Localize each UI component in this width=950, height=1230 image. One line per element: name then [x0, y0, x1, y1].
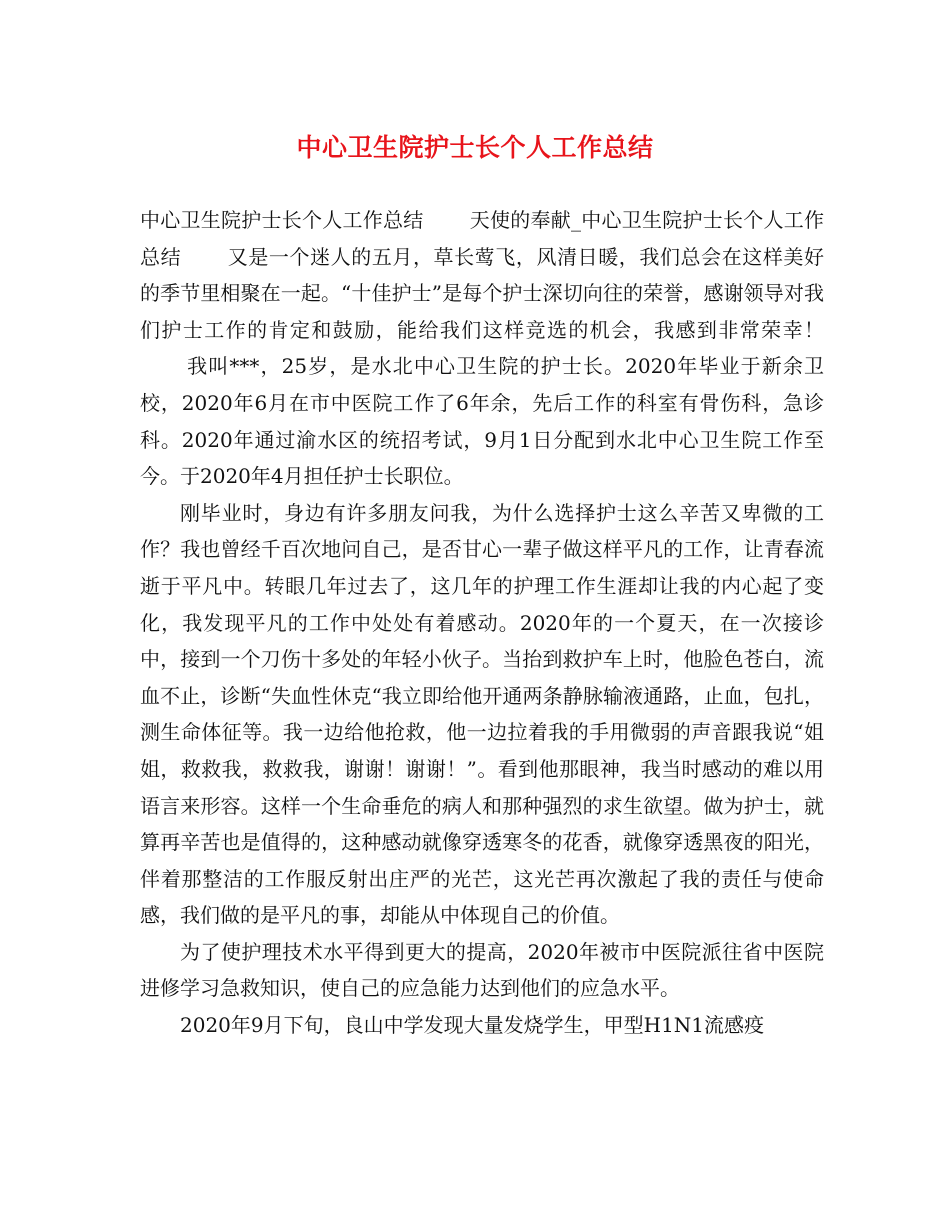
paragraph-1-segment-2: 天使的奉献_中心卫生院护士长个人工作总结 [140, 208, 824, 269]
document-body [140, 202, 824, 1044]
paragraph-1-segment-4: 我叫***，25岁，是水北中心卫生院的护士长。2020年毕业于新余卫校，2020年6月在市中医院工作了6年余，先后工作的科室有骨伤科，急诊科。2020年通过渝水区的统招考试，9月1日分配到水北中心卫生院工作至今。于2020年4月担任护士长职位。 [140, 354, 824, 489]
paragraph-1-segment-1: 中心卫生院护士长个人工作总结 [140, 208, 424, 232]
paragraph-2: 刚毕业时，身边有许多朋友问我，为什么选择护士这么辛苦又卑微的工作？我也曾经千百次地问自己，是否甘心一辈子做这样平凡的工作，让青春流逝于平凡中。转眼几年过去了，这几年的护理工作生涯却让我的内心起了变化，我发现平凡的工作中处处有着感动。2020年的一个夏天，在一次接诊中，接到一个刀伤十多处的年轻小伙子。当抬到救护车上时，他脸色苍白，流血不止，诊断“失血性休克“我立即给他开通两条静脉输液通路，止血，包扎，测生命体征等。我一边给他抢救，他一边拉着我的手用微弱的声音跟我说“姐姐，救救我，救救我，谢谢！谢谢！”。看到他那眼神，我当时感动的难以用语言来形容。这样一个生命垂危的病人和那种强烈的求生欲望。做为护士，就算再辛苦也是值得的，这种感动就像穿透寒冬的花香，就像穿透黑夜的阳光，伴着那整洁的工作服反射出庄严的光芒，这光芒再次激起了我的责任与使命感，我们做的是平凡的事，却能从中体现自己的价值。 [140, 500, 824, 928]
document-title: 中心卫生院护士长个人工作总结 [296, 133, 654, 162]
paragraph-1 [140, 202, 824, 495]
paragraph-3: 为了使护理技术水平得到更大的提高，2020年被市中医院派往省中医院进修学习急救知识，使自己的应急能力达到他们的应急水平。 [140, 939, 824, 1001]
paragraph-4: 2020年9月下旬，良山中学发现大量发烧学生，甲型H1N1流感疫 [180, 1013, 765, 1038]
paragraph-1-segment-3: 又是一个迷人的五月，草长莺飞，风清日暖，我们总会在这样美好的季节里相聚在一起。“十佳护士”是每个护士深切向往的荣誉，感谢领导对我们护士工作的肯定和鼓励，能给我们这样竞选的机会，我感到非常荣幸！ [140, 244, 825, 342]
